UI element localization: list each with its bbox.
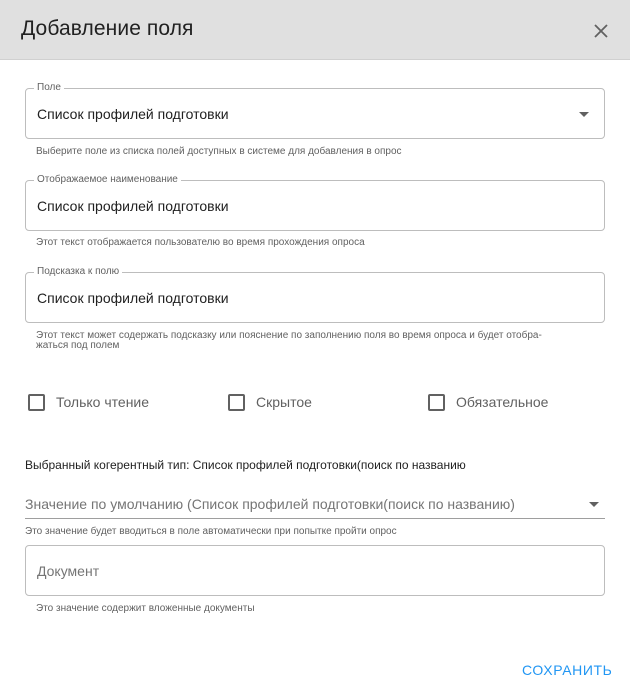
default-value-placeholder: Значение по умолчанию (Список профилей подготовки(поиск по названию): [25, 496, 515, 512]
hidden-checkbox[interactable]: [228, 392, 312, 412]
display-name-value: Список профилей подготовки: [37, 198, 229, 214]
display-name-input[interactable]: [25, 174, 605, 231]
required-checkbox-label: Обязательное: [456, 394, 549, 410]
required-checkbox[interactable]: [428, 392, 548, 412]
coherent-type-text: Выбранный когерентный тип: Список профилей подготовки(поиск по названию: [25, 458, 466, 472]
readonly-checkbox-box[interactable]: [28, 394, 45, 411]
document-helper: Это значение содержит вложенные документы: [36, 603, 255, 614]
hidden-checkbox-box[interactable]: [228, 394, 245, 411]
arrow-drop-down-icon: [589, 502, 599, 507]
save-button[interactable]: СОХРАНИТЬ: [522, 662, 613, 678]
close-icon: [594, 24, 608, 38]
field-select[interactable]: [25, 82, 605, 139]
document-placeholder: Документ: [37, 563, 100, 579]
field-select-value: Список профилей подготовки: [37, 106, 229, 122]
document-input[interactable]: [25, 545, 605, 596]
hint-legend: Подсказка к полю: [34, 266, 122, 278]
hidden-checkbox-label: Скрытое: [256, 394, 312, 410]
hint-helper-line2: жаться под полем: [36, 340, 120, 351]
dialog-header: [0, 0, 630, 60]
hint-input[interactable]: [25, 266, 605, 323]
field-select-legend: Поле: [34, 82, 64, 94]
display-name-helper: Этот текст отображается пользователю во время прохождения опроса: [36, 237, 365, 248]
field-select-helper: Выберите поле из списка полей доступных в системе для добавления в опрос: [36, 146, 402, 157]
close-button[interactable]: [589, 19, 613, 43]
arrow-drop-down-icon: [579, 112, 589, 117]
dialog-title: Добавление поля: [21, 17, 194, 40]
hint-value: Список профилей подготовки: [37, 290, 229, 306]
readonly-checkbox-label: Только чтение: [56, 394, 150, 410]
default-value-select[interactable]: [25, 490, 605, 519]
required-checkbox-box[interactable]: [428, 394, 445, 411]
hint-helper-line1: Этот текст может содержать подсказку или пояснение по заполнению поля во время опроса и будет отобра-: [36, 330, 542, 341]
display-name-legend: Отображаемое наименование: [34, 174, 181, 186]
readonly-checkbox[interactable]: [28, 392, 149, 412]
default-value-helper: Это значение будет вводиться в поле автоматически при попытке пройти опрос: [25, 526, 397, 537]
